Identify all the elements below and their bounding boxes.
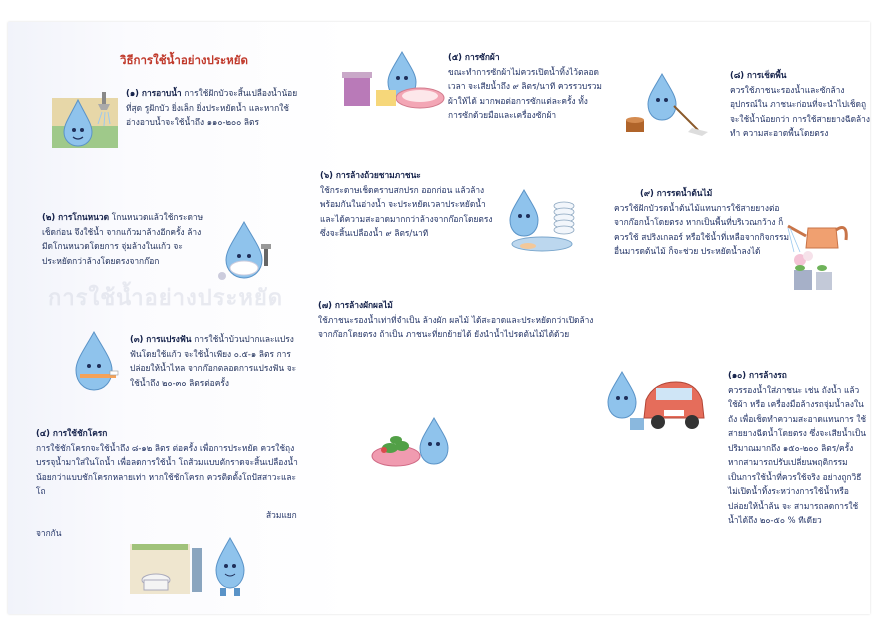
page-title: วิธีการใช้น้ำอย่างประหยัด <box>120 53 248 67</box>
section-heading: (๔) การใช้ชักโครก <box>36 428 108 438</box>
section-watering <box>614 186 790 259</box>
section-heading: (๑๐) การล้างรถ <box>728 370 787 380</box>
section-toothbrushing <box>130 332 302 390</box>
section-carwash <box>628 368 868 528</box>
section-toilet-tail-left: จากกัน <box>36 528 62 538</box>
section-body: ควรใช้ภาชนะรองน้ำและซักล้างอุปกรณ์ใน ภาชนะก่อนที่จะนำไปเช็ดถู จะใช้น้ำน้อยกว่า การใช้สายยางฉีดล้างทำ ความสะอาดพื้นโดยตรง <box>730 84 870 138</box>
section-body: ควรรองน้ำใส่ภาชนะ เช่น ถังน้ำ แล้วใช้ผ้า หรือ เครื่องมือล้างรถจุ่มน้ำลงในถัง เพื่อเช็ดทำความสะอาดแทนการ ใช้สายยางฉีดน้ำโดยตรง ซึ่งจะเสียน้ำเป็นปริมาณมากถึง ๑๕๐-๒๐๐ ลิตร/ครั้ง หากสามารถปรับเปลี่ยนพฤติกรรมเป็นการใช้น้ำที่ควรใช้จริง อย่างถูกวิธี ไม่เปิดน้ำทิ้งระหว่างการใช้น้ำหรือปล่อยให้น้ำล้น จะ สามารถลดการใช้น้ำได้ถึง ๒๐-๕๐ % ทีเดียว <box>728 384 867 525</box>
section-mopping <box>730 68 870 141</box>
section-toilet-tail-right: ส้วมแยก <box>266 510 297 520</box>
brochure-page <box>8 22 870 614</box>
section-body: ขณะทำการซักผ้าไม่ควรเปิดน้ำทิ้งไว้ตลอดเวลา จะเสียน้ำถึง ๙ ลิตร/นาที ควรรวบรวมผ้าให้ได้ มากพอต่อการซักแต่ละครั้ง ทั้งการซักด้วยมือและเครื่องซักผ้า <box>448 66 602 120</box>
section-vegetables <box>318 298 602 342</box>
section-body: การใช้น้ำบ้วนปากและแปรงฟันโดยใช้แก้ว จะใช้น้ำเพียง ๐.๕-๑ ลิตร การปล่อยให้น้ำไหล จากก๊อกตลอดการแปรงฟัน จะใช้น้ำถึง ๒๐-๓๐ ลิตรต่อครั้ง <box>130 334 297 388</box>
droplet-shower-icon <box>52 92 118 148</box>
section-heading: (๘) การเช็ดพื้น <box>730 70 787 80</box>
dishes-droplet-icon <box>502 188 586 254</box>
section-body: ใช้กระดาษเช็ดคราบสกปรก ออกก่อน แล้วล้างพร้อมกันในอ่างน้ำ จะประหยัดเวลาประหยัดน้ำ และได้ความสะอาดมากกว่าล้างจากก๊อกโดยตรง ซึ่งจะสิ้นเปลืองน้ำ ๙ ลิตร/นาที <box>320 184 493 238</box>
droplet-shaving-icon <box>214 218 276 282</box>
section-heading: (๖) การล้างถ้วยชามภาชนะ <box>320 170 421 180</box>
section-heading: (๒) การโกนหนวด <box>42 212 110 222</box>
mopping-droplet-icon <box>618 70 708 136</box>
section-body: การใช้ฝักบัวจะสิ้นเปลืองน้ำน้อยที่สุด รูฝักบัว ยิ่งเล็ก ยิ่งประหยัดน้ำ และหากใช้อ่างอาบน้ำจะใช้น้ำถึง ๑๑๐-๒๐๐ ลิตร <box>126 88 298 127</box>
droplet-brushing-icon <box>70 330 122 392</box>
section-heading: (๑) การอาบน้ำ <box>126 88 182 98</box>
section-toilet <box>36 426 302 499</box>
section-body: ควรใช้ฝักบัวรดน้ำต้นไม้แทนการใช้สายยางต่อจากก๊อกน้ำโดยตรง หากเป็นพื้นที่บริเวณกว้าง ก็ควรใช้ สปริงเกลอร์ หรือใช้น้ำที่เหลือจากกิจกรรมอื่นมารดต้นไม้ ก็จะช่วย ประหยัดน้ำลงได้ <box>614 202 790 256</box>
section-heading: (๓) การแปรงฟัน <box>130 334 192 344</box>
section-laundry <box>332 50 602 123</box>
section-body: โกนหนวดแล้วใช้กระดาษเช็ดก่อน จึงใช้น้ำ จากแก้วมาล้างอีกครั้ง ล้างมีดโกนหนวดโดยการ จุ่มล้างในแก้ว จะประหยัดกว่าล้างโดยตรงจากก๊อก <box>42 212 204 266</box>
section-bathing <box>126 86 306 130</box>
section-shaving <box>42 210 212 268</box>
vegetables-droplet-icon <box>370 416 456 470</box>
section-heading: (๗) การล้างผักผลไม้ <box>318 300 393 310</box>
section-body: การใช้ชักโครกจะใช้น้ำถึง ๘-๑๒ ลิตร ต่อครั้ง เพื่อการประหยัด ควรใช้ถุงบรรจุน้ำมาใส่ในโถน้ำ เพื่อลดการใช้น้ำ โถส้วมแบบตักราดจะสิ้นเปลืองน้ำน้อยกว่าแบบชักโครกหลายเท่า หากใช้ชักโครก ควรติดตั้งโถปัสสาวะและโถ <box>36 442 298 496</box>
section-dishes <box>320 168 498 241</box>
section-heading: (๙) การรดน้ำต้นไม้ <box>640 188 713 198</box>
faded-background-text: การใช้น้ำอย่างประหยัด <box>48 286 284 311</box>
section-body: ใช้ภาชนะรองน้ำเท่าที่จำเป็น ล้างผัก ผลไม้ ได้สะอาดและประหยัดกว่าเปิดล้างจากก๊อกโดยตรง ถ้าเป็น ภาชนะที่ยกย้ายได้ ยังนำน้ำไปรดต้นไม้ได้ด้วย <box>318 314 594 339</box>
watering-can-icon <box>786 218 862 294</box>
toilet-droplet-icon <box>130 534 260 600</box>
section-heading: (๕) การซักผ้า <box>448 52 500 62</box>
